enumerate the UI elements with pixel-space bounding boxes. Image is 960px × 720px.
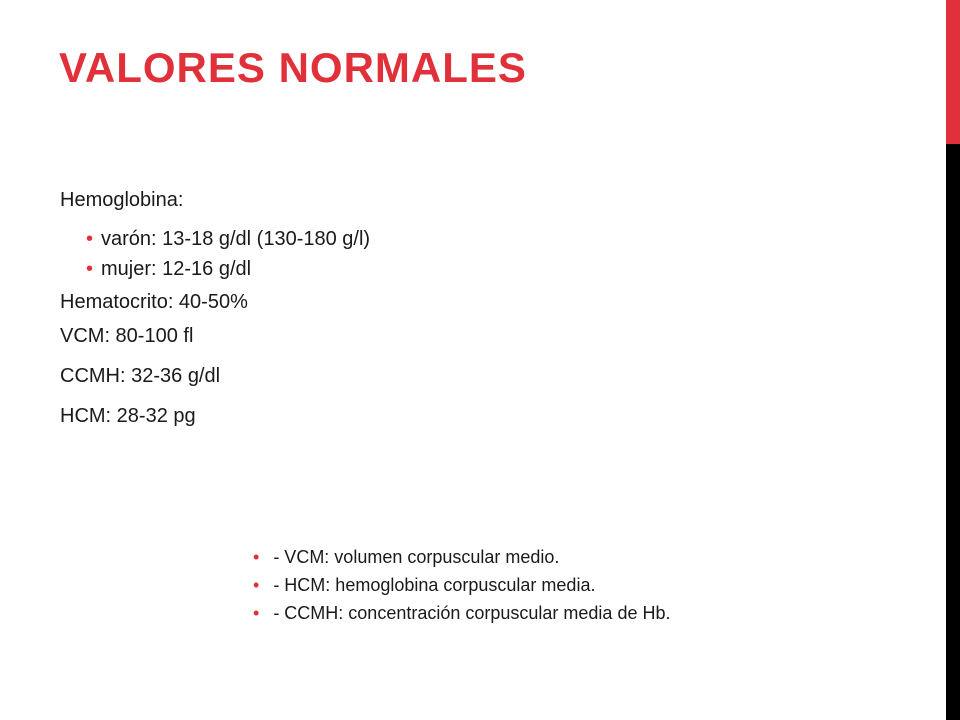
- bullet-icon: •: [86, 258, 94, 280]
- accent-bar-black: [946, 144, 960, 720]
- value-ccmh: CCMH: 32-36 g/dl: [60, 365, 221, 387]
- value-vcm: VCM: 80-100 fl: [60, 325, 194, 347]
- accent-bar-red: [946, 0, 960, 144]
- bullet-icon: •: [253, 547, 260, 567]
- value-hematocrito: Hematocrito: 40-50%: [60, 291, 248, 313]
- slide-title: VALORES NORMALES: [59, 44, 527, 91]
- hemoglobina-label: Hemoglobina:: [60, 189, 184, 211]
- hemoglobina-item-mujer: [86, 257, 251, 281]
- bullet-icon: •: [253, 603, 260, 623]
- bullet-icon: •: [253, 575, 260, 595]
- note-hcm: [253, 574, 595, 596]
- hemoglobina-item-text: varón: 13-18 g/dl (130-180 g/l): [101, 228, 371, 250]
- note-text: - CCMH: concentración corpuscular media de Hb.: [273, 603, 671, 623]
- hemoglobina-item-varon: [86, 227, 370, 251]
- value-hcm: HCM: 28-32 pg: [60, 405, 196, 427]
- hemoglobina-item-text: mujer: 12-16 g/dl: [101, 258, 252, 280]
- note-vcm: [253, 546, 559, 568]
- note-ccmh: [253, 602, 670, 624]
- note-text: - VCM: volumen corpuscular medio.: [273, 547, 560, 567]
- note-text: - HCM: hemoglobina corpuscular media.: [273, 575, 596, 595]
- bullet-icon: •: [86, 228, 94, 250]
